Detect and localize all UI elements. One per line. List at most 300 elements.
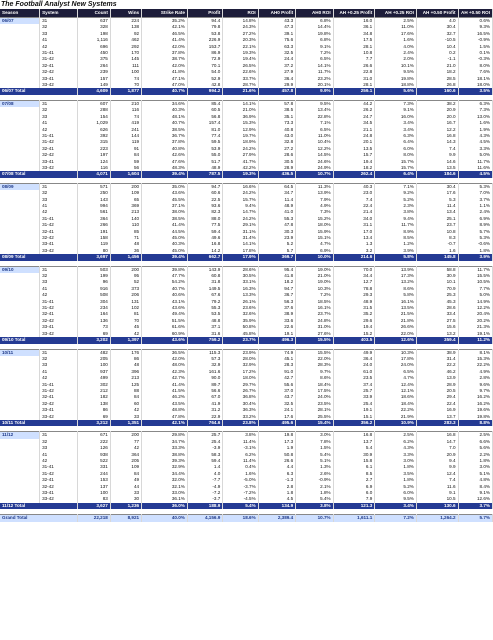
total-value-cell: 4,609 [77,88,110,94]
system-cell: 33-41 [40,159,77,165]
value-cell: 22.8 [333,69,375,75]
value-cell: 30.9 [333,452,375,458]
column-header[interactable]: AH0 Profit [258,9,295,18]
value-cell: 24.2% [223,190,258,196]
value-cell: 42 [110,407,141,413]
value-cell: 149 [77,82,110,88]
value-cell: 37.1% [142,203,188,209]
total-value-cell: 403.5 [333,337,375,343]
system-cell: 32-41 [40,146,77,152]
value-cell: 0.2 [416,50,458,56]
system-cell: 33-41 [40,407,77,413]
value-cell: 3.3% [375,452,417,458]
value-cell: 5.2% [375,484,417,490]
value-cell: 47.8 [258,222,295,228]
value-cell: 19.4 [333,159,375,165]
value-cell: 15.7% [375,165,417,171]
total-value-cell: 19.3% [223,171,258,177]
value-cell: 28.1 [333,44,375,50]
value-cell: 27.2 [258,146,295,152]
system-cell: 31-42 [40,56,77,62]
value-cell: 19.4 [333,324,375,330]
value-cell: 32.8 [258,139,295,145]
value-cell: 32.7 [416,31,458,37]
value-cell: 7.7% [458,286,492,292]
value-cell: 20.1% [296,82,333,88]
value-cell: 41.0 [258,209,295,215]
value-cell: 73.3 [258,120,295,126]
total-value-cell: 134.9 [258,503,295,509]
value-cell: 29.8% [142,432,188,439]
value-cell: 14.1% [223,100,258,107]
value-cell: 5.7 [258,248,295,254]
value-cell: 28.7% [223,82,258,88]
value-cell: 9.4 [416,458,458,464]
value-cell: 10.1 [416,279,458,285]
value-cell: 38.5% [142,127,188,133]
value-cell: 8.6% [296,375,333,381]
value-cell: 37.2 [258,63,295,69]
value-cell: 91.0 [258,369,295,375]
system-cell: 31 [40,349,77,356]
value-cell: 41.8% [142,69,188,75]
system-cell: 33-42 [40,82,77,88]
value-cell: 503 [77,266,110,273]
value-cell: 19.4% [223,56,258,62]
value-cell: 19.1% [458,331,492,337]
value-cell: 15.5% [458,273,492,279]
value-cell: 22.6% [223,69,258,75]
value-cell: 60.5 [187,107,222,113]
value-cell: 45.3 [416,299,458,305]
value-cell: 44 [110,484,141,490]
system-cell: 32-42 [40,318,77,324]
value-cell: 373 [110,286,141,292]
value-cell: 164 [77,311,110,317]
system-cell: 31-42 [40,222,77,228]
total-value-cell: 121.3 [333,503,375,509]
value-cell: 37.0 [258,388,295,394]
value-cell: 22.4 [333,203,375,209]
value-cell: 27.9% [223,152,258,158]
value-cell: 65 [110,197,141,203]
value-cell: 24.8 [333,133,375,139]
value-cell: 47.0% [142,82,188,88]
value-cell: 9.4% [223,203,258,209]
value-cell: 138 [110,24,141,30]
value-cell: 1.8% [458,458,492,464]
value-cell: 17.6% [375,31,417,37]
value-cell: 12.1% [375,388,417,394]
value-cell: 48 [110,362,141,368]
value-cell: 60.8 [187,273,222,279]
value-cell: 6.2% [375,439,417,445]
value-cell: 16.2% [458,394,492,400]
value-cell: 994 [77,203,110,209]
value-cell: 6.8% [296,18,333,25]
value-cell: 36.1 [333,24,375,30]
value-cell: 4.5 [258,496,295,502]
value-cell: 43.0 [258,133,295,139]
total-value-cell: 262.4 [333,171,375,177]
total-value-cell: 130.6 [416,503,458,509]
value-cell: 14.7% [223,209,258,215]
value-cell: 40.3 [333,183,375,190]
column-header[interactable]: Count [77,9,110,18]
value-cell: 27.2% [223,31,258,37]
value-cell: 32.6% [223,311,258,317]
value-cell: 51.5% [142,318,188,324]
value-cell: 145 [110,56,141,62]
total-value-cell: 4,071 [77,171,110,177]
system-cell: 32 [40,190,77,196]
value-cell: 25.7 [187,432,222,439]
total-value-cell: 40.7% [142,88,188,94]
value-cell: 31.1 [333,222,375,228]
column-header[interactable]: AH0 ROI [296,9,333,18]
value-cell: 15.6 [416,324,458,330]
value-cell: 19.8% [375,76,417,82]
total-value-cell: 759.2 [187,337,222,343]
value-cell: 38.9 [258,311,295,317]
value-cell: 11.4% [223,458,258,464]
value-cell: 39.8% [142,266,188,273]
value-cell: -0.7 [416,241,458,247]
value-cell: 16.0 [333,18,375,25]
value-cell: 13.2% [375,279,417,285]
total-value-cell: 496.3 [258,337,295,343]
value-cell: 266 [77,222,110,228]
grand-total-label: Grand Total [0,515,77,522]
value-cell: 34.7 [258,190,295,196]
value-cell: 226.9 [187,37,222,43]
column-header[interactable]: AH +0.25 Profit [333,9,375,18]
grand-total-value-cell: 1,611.1 [333,515,375,522]
value-cell: 24.2% [223,146,258,152]
value-cell: 18.2 [416,69,458,75]
value-cell: 224 [110,18,141,25]
value-cell: 100 [77,490,110,496]
value-cell: 38.9 [416,349,458,356]
value-cell: 95 [110,273,141,279]
value-cell: 48.9 [333,299,375,305]
value-cell: 40.3% [142,107,188,113]
value-cell: 55.3 [258,216,295,222]
value-cell: 3.0% [296,432,333,439]
value-cell: 5.1% [296,458,333,464]
value-cell: 47.7% [142,273,188,279]
value-cell: 8.9% [375,229,417,235]
value-cell: 59.5 [187,139,222,145]
value-cell: 26.2 [333,107,375,113]
system-cell: 42 [40,209,77,215]
value-cell: 7.4 [416,477,458,483]
value-cell: 1.9% [458,127,492,133]
value-cell: -3.1% [223,445,258,451]
value-cell: 42 [110,331,141,337]
value-cell: 15.7% [375,159,417,165]
value-cell: 42.8 [187,82,222,88]
value-cell: 14.1% [223,241,258,247]
value-cell: 13.5% [375,305,417,311]
value-cell: 24.7 [333,114,375,120]
value-cell: 508 [77,292,110,298]
value-cell: 58.3 [187,452,222,458]
column-header[interactable]: Season [0,9,40,18]
value-cell: 33.2% [223,414,258,420]
value-cell: 29.4 [416,394,458,400]
value-cell: 16.1% [375,299,417,305]
value-cell: 2.3% [375,203,417,209]
grand-total-row [0,515,493,522]
value-cell: 14.5% [296,152,333,158]
value-cell: 119 [77,241,110,247]
value-cell: 22.8% [296,114,333,120]
column-header[interactable]: Strike Rate [142,9,188,18]
value-cell: 11.4 [258,197,295,203]
value-cell: 58.8 [416,266,458,273]
value-cell: 696 [77,44,110,50]
value-cell: 31.6 [187,331,222,337]
value-cell: 17.5 [333,37,375,43]
value-cell: 1.3% [296,464,333,470]
value-cell: 32.1% [142,484,188,490]
value-cell: 9.6% [458,382,492,388]
value-cell: 2.5% [458,432,492,439]
value-cell: 5.4% [296,496,333,502]
total-value-cell: 36.0% [142,503,188,509]
value-cell: 41.4% [142,222,188,228]
value-cell: 24.9% [296,165,333,171]
grand-total-value-cell: 8,921 [110,515,141,522]
value-cell: 27.6% [296,331,333,337]
value-cell: 17.8% [375,356,417,362]
value-cell: 42.7 [258,375,295,381]
value-cell: 37.4 [333,382,375,388]
system-cell: 33-41 [40,324,77,330]
total-value-cell: 15.5% [296,337,333,343]
value-cell: 5.0% [458,152,492,158]
system-cell: 31 [40,432,77,439]
value-cell: 22.2 [416,362,458,368]
value-cell: 53.8 [187,31,222,37]
value-cell: 16.8 [416,133,458,139]
value-cell: 18.8% [375,82,417,88]
value-cell: 22.2% [458,362,492,368]
value-cell: 26.6 [258,458,295,464]
value-cell: 45.8% [223,331,258,337]
value-cell: 32.5 [258,401,295,407]
value-cell: 264 [77,63,110,69]
value-cell: 304 [77,299,110,305]
value-cell: 11.6 [416,484,458,490]
value-cell: 1,116 [77,37,110,43]
total-value-cell: 1,236 [110,503,141,509]
value-cell: 3.8% [375,209,417,215]
column-header[interactable]: AH +0.50 ROI [458,9,492,18]
value-cell: 14.9% [458,299,492,305]
value-cell: 234 [77,305,110,311]
value-cell: 9.9 [416,152,458,158]
value-cell: 22.0% [296,356,333,362]
value-cell: 607 [77,100,110,107]
value-cell: 41.8 [258,273,295,279]
total-value-cell: 3,697 [77,254,110,260]
value-cell: 55.3 [187,305,222,311]
column-header[interactable]: Wins [110,9,141,18]
total-value-cell: 17.9% [223,254,258,260]
value-cell: 5.1% [458,471,492,477]
value-cell: 4.7% [296,241,333,247]
value-cell: 9.1% [375,107,417,113]
value-cell: 51.7 [187,159,222,165]
value-cell: 205 [77,356,110,362]
value-cell: 10.4% [296,139,333,145]
value-cell: 25.7 [333,388,375,394]
value-cell: 92 [110,31,141,37]
season-total-label: 07/08 Total [0,171,77,177]
value-cell: 20.4% [458,311,492,317]
total-value-cell: 369.7 [258,254,295,260]
value-cell: 79.2 [187,299,222,305]
value-cell: 55.0 [187,152,222,158]
value-cell: 34.4% [142,471,188,477]
value-cell: 48 [110,241,141,247]
value-cell: 1.4 [187,464,222,470]
value-cell: 14.7 [416,439,458,445]
value-cell: 27.5 [416,318,458,324]
column-header[interactable]: AH +0.25 ROI [375,9,417,18]
value-cell: 14.4% [296,24,333,30]
total-value-cell: 3,627 [77,503,110,509]
column-header[interactable]: AH +0.50 Profit [416,9,458,18]
value-cell: 50.8% [223,324,258,330]
value-cell: 0.6% [458,18,492,25]
value-cell: 54.0 [187,69,222,75]
table-row [0,266,493,273]
column-header[interactable]: ROI [223,9,258,18]
value-cell: 49.6 [187,235,222,241]
value-cell: 19.7% [223,133,258,139]
column-header[interactable]: Profit [187,9,222,18]
season-cell: 06/07 [0,18,40,25]
value-cell: 15.1% [296,235,333,241]
value-cell: 47.1% [142,76,188,82]
value-cell: 8.6% [375,286,417,292]
value-cell: 102 [110,305,141,311]
value-cell: 331 [77,464,110,470]
value-cell: 48.8 [187,318,222,324]
value-cell: 24.0% [296,394,333,400]
system-cell: 31 [40,100,77,107]
value-cell: 75.6 [258,37,295,43]
total-value-cell: 10.7% [296,171,333,177]
value-cell: 59.4 [187,229,222,235]
value-cell: 36.4 [333,356,375,362]
value-cell: 11.3% [296,183,333,190]
value-cell: 33.6 [258,318,295,324]
system-cell: 32-42 [40,484,77,490]
value-cell: 86.9 [187,50,222,56]
value-cell: 7.4 [416,146,458,152]
value-cell: 11.0% [296,133,333,139]
value-cell: 6.5% [296,56,333,62]
value-cell: 85.4 [187,100,222,107]
value-cell: 15.5% [296,349,333,356]
total-value-cell: 188.9 [187,503,222,509]
value-cell: 50.8 [258,452,295,458]
value-cell: 74 [110,114,141,120]
value-cell: 77.4 [187,133,222,139]
value-cell: 450 [77,50,110,56]
system-cell: 41 [40,203,77,209]
total-value-cell: 21.6% [223,88,258,94]
value-cell: 59.4 [187,458,222,464]
value-cell: 11.7% [375,222,417,228]
value-cell: 0.1% [458,50,492,56]
value-cell: 88.0 [187,216,222,222]
value-cell: 7.6% [458,69,492,75]
value-cell: 2.4% [458,209,492,215]
value-cell: 15.2 [333,331,375,337]
total-value-cell: 3.7% [458,503,492,509]
column-header[interactable]: System [40,9,77,18]
value-cell: 29.3 [333,292,375,298]
value-cell: 153.7 [187,44,222,50]
value-cell: 43.3 [258,18,295,25]
value-cell: 9.1 [416,490,458,496]
value-cell: 24.0% [375,362,417,368]
value-cell: 7.9 [333,496,375,502]
system-cell: 42 [40,292,77,298]
total-value-cell: 43.6% [142,337,188,343]
total-value-cell: 5.4% [223,503,258,509]
value-cell: 6.3% [458,100,492,107]
systems-table [0,9,493,522]
value-cell: 16.5% [458,31,492,37]
value-cell: 2.1% [296,484,333,490]
value-cell: 19.0% [296,266,333,273]
value-cell: 116 [77,165,110,171]
value-cell: 37.1 [187,324,222,330]
system-cell: 41 [40,120,77,126]
value-cell: 2.5% [375,432,417,439]
value-cell: 4.0 [187,471,222,477]
value-cell: 34.0 [333,216,375,222]
value-cell: 46.2% [142,394,188,400]
value-cell: 17.3% [375,273,417,279]
value-cell: 6.3 [258,471,295,477]
value-cell: 81.0 [187,127,222,133]
value-cell: 206 [110,292,141,298]
value-cell: 96 [77,279,110,285]
value-cell: 161.6 [187,369,222,375]
value-cell: 176 [110,349,141,356]
value-cell: 25.4 [187,439,222,445]
value-cell: 20.9 [416,107,458,113]
value-cell: 8.3 [416,235,458,241]
system-cell: 31-41 [40,133,77,139]
system-cell: 41 [40,286,77,292]
value-cell: 30.9 [416,273,458,279]
season-cell: 09/10 [0,266,40,273]
system-cell: 32-41 [40,477,77,483]
value-cell: 53.5 [187,311,222,317]
value-cell: -1.3 [258,477,295,483]
value-cell: 59 [110,159,141,165]
value-cell: 35.2 [333,311,375,317]
value-cell: 55.6 [258,382,295,388]
